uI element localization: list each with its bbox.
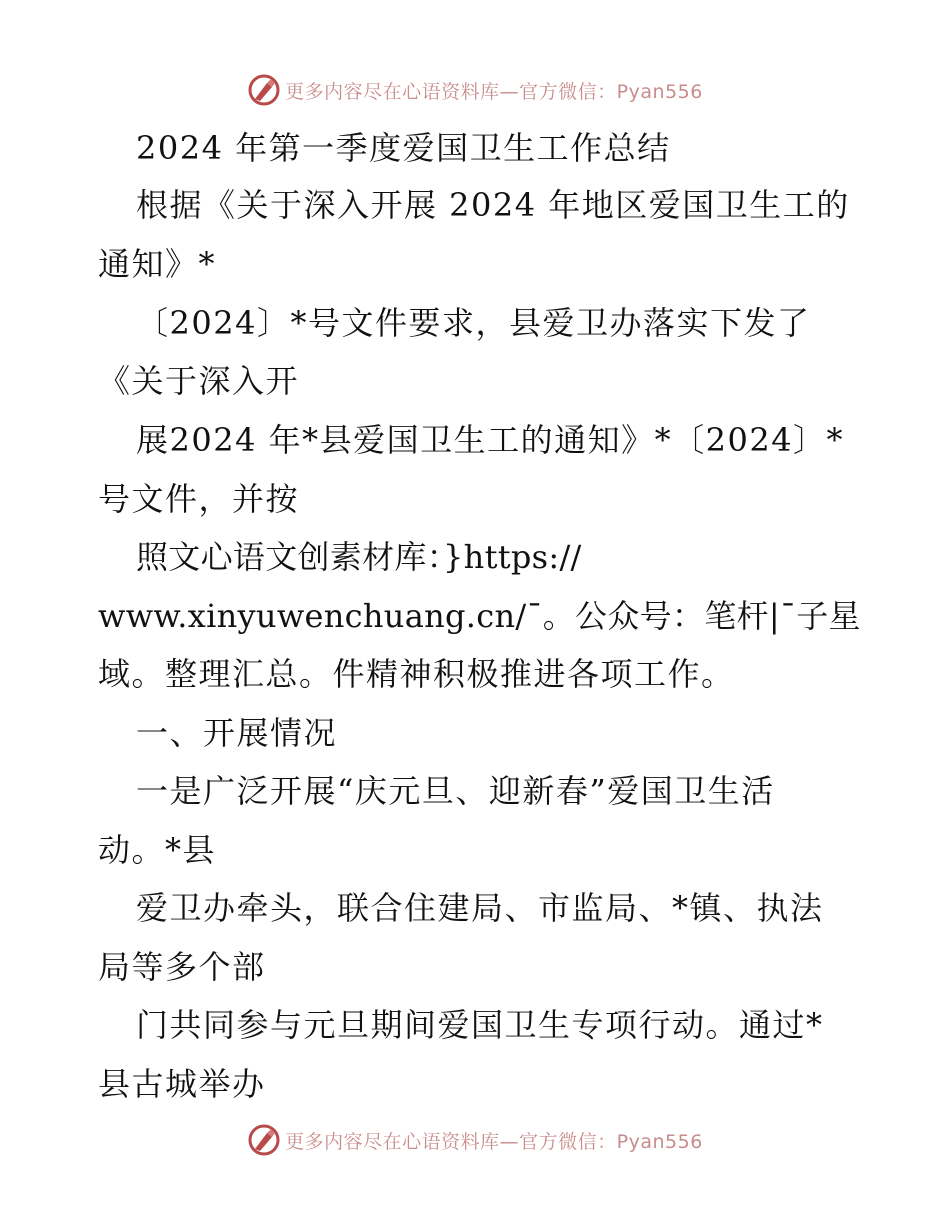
paragraph-line: 根据《关于深入开展 2024 年地区爱国卫生工的 <box>136 186 850 224</box>
header-watermark <box>0 70 950 110</box>
watermark-text: 更多内容尽在心语资料库—官方微信：Pyan556 <box>285 1130 703 1153</box>
paragraph-line: www.xinyuwenchuang.cn/¯。公众号：笔杆|¯子星 <box>98 597 861 635</box>
paragraph-line: 门共同参与元旦期间爱国卫生专项行动。通过* <box>136 1006 824 1044</box>
section-heading: 一、开展情况 <box>136 714 338 752</box>
paragraph-line: 照文心语文创素材库：}https:// <box>136 538 582 576</box>
paragraph-line: 《关于深入开 <box>98 362 300 400</box>
paragraph-line: 爱卫办牵头，联合住建局、市监局、*镇、执法 <box>136 889 824 927</box>
document-title: 2024 年第一季度爱国卫生工作总结 <box>136 129 671 167</box>
pen-nib-logo-icon <box>247 1123 281 1157</box>
pen-nib-logo-icon <box>247 73 281 107</box>
paragraph-line: 一是广泛开展“庆元旦、迎新春”爱国卫生活 <box>136 772 775 810</box>
watermark-text: 更多内容尽在心语资料库—官方微信：Pyan556 <box>285 80 703 103</box>
paragraph-line: 域。整理汇总。件精神积极推进各项工作。 <box>98 655 735 693</box>
paragraph-line: 号文件，并按 <box>98 480 300 518</box>
paragraph-line: 展2024 年*县爱国卫生工的通知》*〔2024〕* <box>136 421 845 459</box>
footer-watermark <box>0 1120 950 1160</box>
paragraph-line: 县古城举办 <box>98 1065 266 1103</box>
paragraph-line: 动。*县 <box>98 831 217 869</box>
paragraph-line: 通知》* <box>98 245 217 283</box>
paragraph-line: 局等多个部 <box>98 948 266 986</box>
paragraph-line: 〔2024〕*号文件要求，县爱卫办落实下发了 <box>136 304 811 342</box>
